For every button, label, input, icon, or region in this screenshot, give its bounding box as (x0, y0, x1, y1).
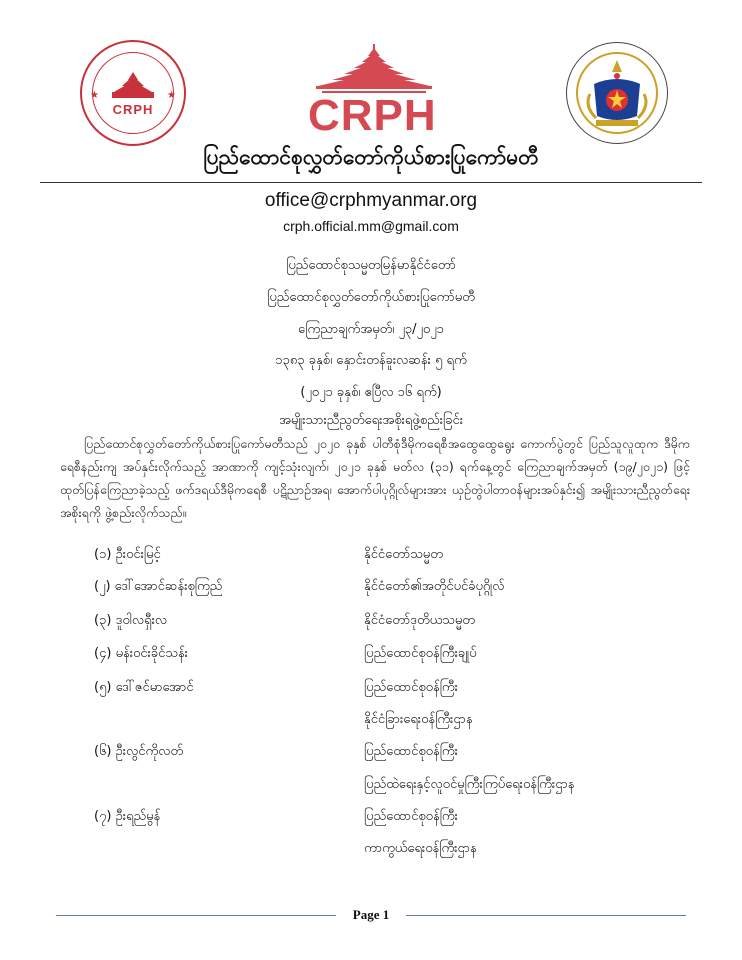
member-name: (၃) ဒူဝါလရှီးလ (94, 613, 168, 628)
crph-seal-left (80, 40, 186, 146)
member-ministry: နိုင်ငံခြားရေးဝန်ကြီးဌာန (364, 712, 473, 727)
member-name: (၅) ဒေါ်ဇင်မာအောင် (94, 680, 194, 695)
member-role: နိုင်ငံတော်၏အတိုင်ပင်ခံပုဂ္ဂိုလ် (364, 579, 505, 594)
state-emblem-icon (574, 50, 660, 136)
announcement-number: ကြေညာချက်အမှတ်၊ ၂၃/၂၀၂၁ (298, 322, 444, 337)
member-role: ပြည်ထောင်စုဝန်ကြီး (364, 680, 458, 695)
seal-inner-ring (92, 52, 174, 134)
announcement-myanmar-date: ၁၃၈၃ ခုနှစ်၊ နှောင်းတန်ခူးလဆန်း ၅ ရက် (275, 353, 467, 368)
crph-center-logo (300, 44, 448, 144)
organization-title: ပြည်ထောင်စုလွှတ်တော်ကိုယ်စားပြုကော်မတီ (203, 145, 539, 169)
seal-logo-text: CRPH (112, 101, 154, 117)
header-divider (40, 182, 702, 183)
member-name: (၇) ဦးရည်မွန် (94, 809, 161, 824)
seal-star-icon: ★ (167, 90, 176, 101)
member-ministry: ကာကွယ်ရေးဝန်ကြီးဌာန (364, 841, 477, 856)
member-name: (၂) ဒေါ်အောင်ဆန်းစုကြည် (94, 579, 223, 594)
member-ministry: ပြည်ထဲရေးနှင့်လူဝင်မှုကြီးကြပ်ရေးဝန်ကြီးဌာန (364, 777, 575, 792)
email-secondary[interactable]: crph.official.mm@gmail.com (283, 218, 459, 234)
member-name: (၄) မန်းဝင်းခိုင်သန်း (94, 646, 188, 661)
member-role: ပြည်ထောင်စုဝန်ကြီးချုပ် (364, 646, 477, 661)
page-number: Page 1 (352, 907, 390, 922)
state-emblem-right (566, 42, 668, 144)
member-role: နိုင်ငံတော်ဒုတိယသမ္မတ (364, 613, 475, 628)
announcement-gregorian-date: (၂၀၂၁ ခုနှစ်၊ ဧပြီလ ၁၆ ရက်) (300, 385, 442, 400)
seal-building-icon (106, 70, 160, 100)
member-name: (၁) ဦးဝင်းမြင့် (94, 547, 161, 562)
announcement-body: ပြည်ထောင်စုလွှတ်တော်ကိုယ်စားပြုကော်မတီသည် ၂၀၂၀ ခုနှစ် ပါတီစုံဒီမိုကရေစီအထွေထွေရွေး ကောက်ပွဲတွင် ပြည်သူလူထုက ဒီမိုကရေစီနည်းကျ အပ်နှင်းလိုက်သည့် အာဏာကို ကျင့်သုံးလျက်၊ ၂၀၂၁ ခုနှစ် မတ်လ (၃၁) ရက်နေ့တွင် ကြေညာချက်အမှတ် (၁၉/၂၀၂၁) ဖြင့် ထုတ်ပြန်ကြေညာခဲ့သည့် ဖက်ဒရယ်ဒီမိုကရေစီ ပဋိညာဉ်အရ၊ အောက်ပါပုဂ္ဂိုလ်များအား ယှဉ်တွဲပါတာဝန်များအပ်နှင်း၍ အမျိုးသားညီညွတ်ရေးအစိုးရကို ဖွဲ့စည်းလိုက်သည်။ (60, 436, 690, 520)
footer-divider-right (406, 915, 686, 916)
member-role: ပြည်ထောင်စုဝန်ကြီး (364, 744, 458, 759)
announcement-subject: အမျိုးသားညီညွတ်ရေးအစိုးရဖွဲ့စည်းခြင်း (278, 413, 464, 428)
member-name: (၆) ဦးလွင်ကိုလတ် (94, 744, 184, 759)
member-role: နိုင်ငံတော်သမ္မတ (364, 547, 443, 562)
email-primary[interactable]: office@crphmyanmar.org (264, 190, 478, 211)
announcement-state-name: ပြည်ထောင်စုသမ္မတမြန်မာနိုင်ငံတော် (286, 258, 456, 273)
member-role: ပြည်ထောင်စုဝန်ကြီး (364, 809, 458, 824)
seal-star-icon: ★ (90, 90, 99, 101)
crph-logo-text: CRPH (308, 91, 437, 140)
announcement-committee-name: ပြည်ထောင်စုလွှတ်တော်ကိုယ်စားပြုကော်မတီ (267, 290, 475, 305)
